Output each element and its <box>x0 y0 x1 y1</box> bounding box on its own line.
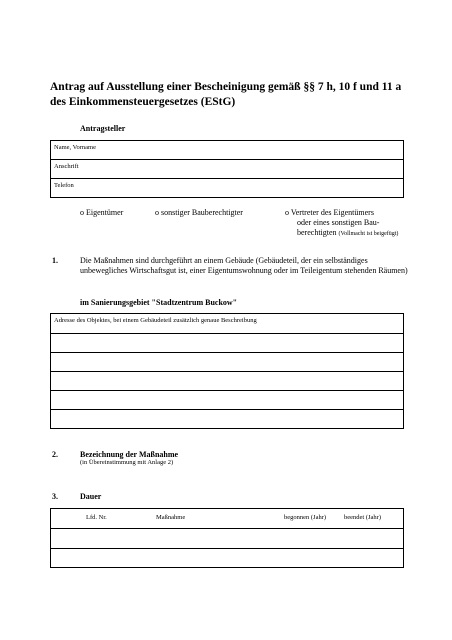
col-begonnen: begonnen (Jahr) <box>284 514 327 521</box>
duration-table <box>50 508 404 568</box>
section2-number: 2. <box>52 450 58 459</box>
address-row[interactable] <box>51 314 403 334</box>
section1-area: im Sanierungsgebiet "Stadtzentrum Buckow" <box>80 298 238 307</box>
section2-heading: Bezeichnung der Maßnahme <box>80 450 179 459</box>
col-beendet: beendet (Jahr) <box>344 514 381 521</box>
applicant-box <box>50 140 404 198</box>
address-row[interactable] <box>51 372 403 391</box>
address-row[interactable] <box>51 391 403 410</box>
address-label: Anschrift <box>54 163 79 170</box>
section3-number: 3. <box>52 492 58 501</box>
applicant-heading: Antragsteller <box>80 124 126 133</box>
section1-text: Die Maßnahmen sind durchgeführt an einem Gebäude (Gebäudeteil, der ein selbständiges unbewegliches Wirtschaftsgut ist, einer Eigentumswohnung oder im Teileigentum stehenden Räumen) <box>80 256 408 275</box>
option-representative[interactable] <box>285 208 410 239</box>
name-field[interactable] <box>51 141 403 160</box>
name-label: Name, Vorname <box>54 144 96 151</box>
phone-label: Telefon <box>54 182 74 189</box>
address-table <box>50 313 404 429</box>
option-other[interactable]: o sonstiger Bauberechtigter <box>155 208 243 217</box>
phone-field[interactable] <box>51 179 403 197</box>
rep-line2: oder eines sonstigen Bau- <box>297 218 380 227</box>
rep-note: (Vollmacht ist beigefügt) <box>338 231 399 237</box>
section3-heading: Dauer <box>80 492 102 501</box>
address-row[interactable] <box>51 334 403 353</box>
section2-note: (in Übereinstimmung mit Anlage 2) <box>80 459 174 466</box>
duration-header-row <box>51 509 403 529</box>
rep-line1: o Vertreter des Eigentümers <box>285 208 374 217</box>
rep-line3: berechtigten <box>297 228 337 237</box>
section1-number: 1. <box>52 256 58 265</box>
address-field[interactable] <box>51 160 403 179</box>
option-owner[interactable]: o Eigentümer <box>80 208 124 217</box>
duration-row[interactable] <box>51 529 403 549</box>
address-row[interactable] <box>51 353 403 372</box>
col-lfd-nr: Lfd. Nr. <box>86 514 107 521</box>
duration-row[interactable] <box>51 549 403 567</box>
address-object-label: Adresse des Objektes, bei einem Gebäudeteil zusätzlich genaue Beschreibung <box>54 317 257 324</box>
page-title: Antrag auf Ausstellung einer Bescheinigung gemäß §§ 7 h, 10 f und 11 a des Einkommensteuergesetzes (EStG) <box>50 81 402 108</box>
col-massnahme: Maßnahme <box>156 514 186 521</box>
address-row[interactable] <box>51 410 403 428</box>
